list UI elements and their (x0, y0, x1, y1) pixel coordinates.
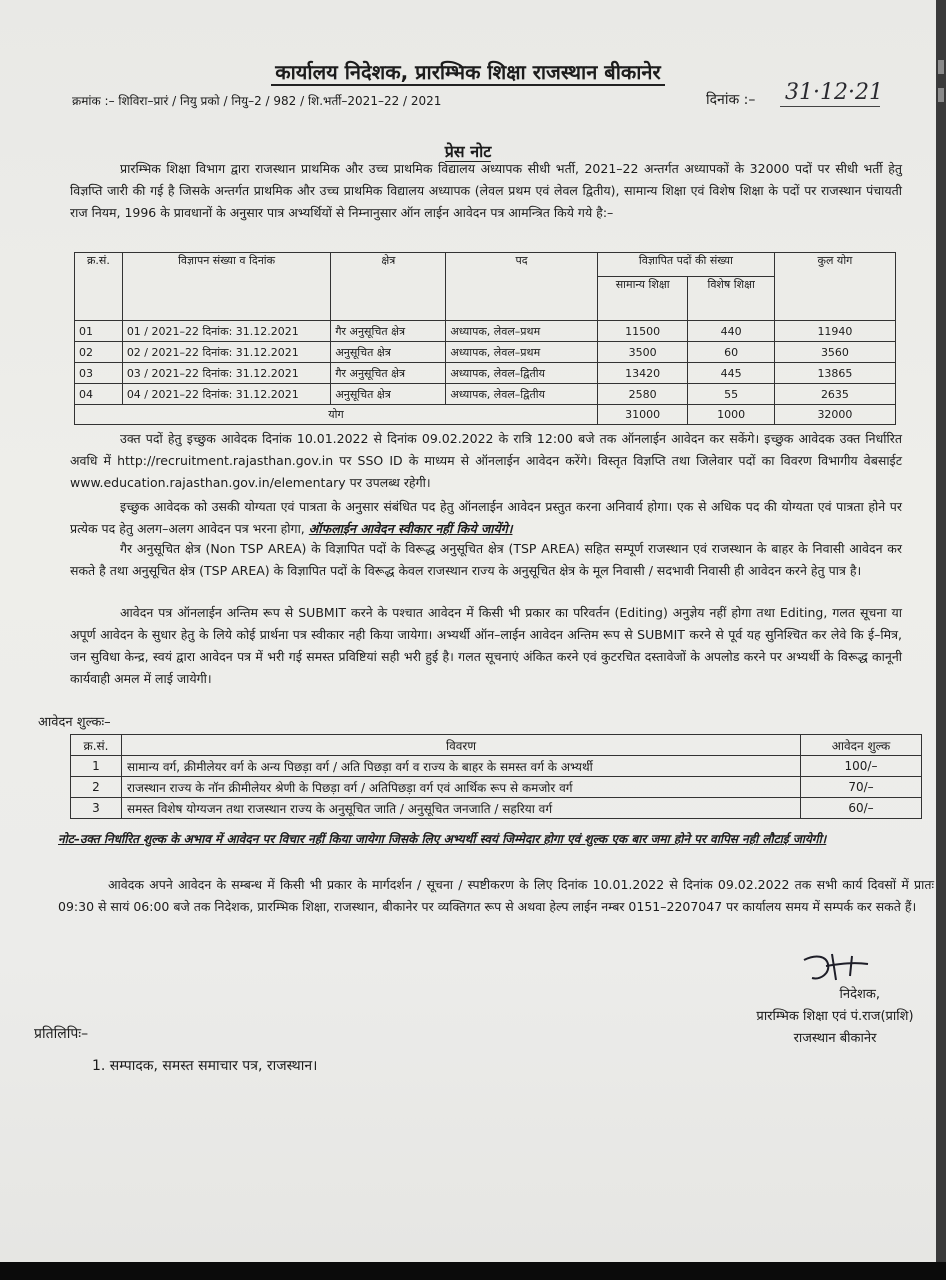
cell-sno: 04 (75, 384, 123, 405)
copy-label: प्रतिलिपिः– (34, 1026, 89, 1042)
eligibility-text: इच्छुक आवेदक को उसकी योग्यता एवं पात्रता के अनुसार संबंधित पद हेतु ऑनलाईन आवेदन प्रस्तुत करना अनिवार्य होगा। एक से अधिक पद की योग्यता एवं पात्रता होने पर प्रत्येक पद हेतु अलग–अलग आवेदन पत्र भरना होगा, (70, 499, 902, 536)
cell-area: अनुसूचित क्षेत्र (331, 342, 446, 363)
signature-designation: निदेशक, (839, 987, 880, 1002)
fee-amount: 100/– (801, 756, 922, 777)
cell-sno: 01 (75, 321, 123, 342)
photo-edge (936, 0, 946, 1262)
fee-heading: आवेदन शुल्कः– (38, 715, 111, 730)
dates-paragraph: उक्त पदों हेतु इच्छुक आवेदक दिनांक 10.01.2022 से दिनांक 09.02.2022 के रात्रि 12:00 बजे तक ऑनलाईन आवेदन कर सकेंगे। इच्छुक आवेदक उक्त निर्धारित अवधि में http://recruitment.rajasthan.gov.in पर SSO ID के माध्यम से ऑनलाईन आवेदन करेंगे। विस्तृत विज्ञप्ति तथा जिलेवार पदों का विवरण विभागीय वेबसाईट www.education.rajasthan.gov.in/elementary पर उपलब्ध रहेगी। (70, 431, 902, 490)
sum-total: 32000 (774, 405, 895, 425)
cell-ad: 04 / 2021–22 दिनांक: 31.12.2021 (122, 384, 331, 405)
cell-post: अध्यापक, लेवल–प्रथम (446, 321, 598, 342)
cell-ad: 03 / 2021–22 दिनांक: 31.12.2021 (122, 363, 331, 384)
th-ad: विज्ञापन संख्या व दिनांक (122, 253, 331, 321)
submit-paragraph: आवेदन पत्र ऑनलाईन अन्तिम रूप से SUBMIT करने के पश्चात आवेदन में किसी भी प्रकार का परिवर्तन (Editing) अनुज्ञेय नहीं होगा तथा Editing, गलत सूचना या अपूर्ण आवेदन के सुधार हेतु के लिये कोई प्रार्थना पत्र स्वीकार नही किया जायेगा। अभ्यर्थी ऑन–लाईन आवेदन अन्तिम रूप से SUBMIT करने से पूर्व यह सुनिश्चित कर लेवे कि ई–मित्र, जन सुविधा केन्द्र, स्वयं द्वारा आवेदन पत्र में भरी गई समस्त प्रविष्टियां सही भरी हुई है। गलत सूचनाएं अंकित करने एवं कुटरचित दस्तावेजों के अपलोड करने पर अभ्यर्थी के विरूद्ध कानूनी कार्यवाही अमल में लाई जायेगी। (70, 605, 902, 686)
th-sno: क्र.सं. (75, 253, 123, 321)
th-fee-amount: आवेदन शुल्क (801, 735, 922, 756)
th-fee-desc: विवरण (122, 735, 801, 756)
table-row (71, 798, 922, 819)
cell-total: 13865 (774, 363, 895, 384)
table-row (75, 363, 896, 384)
sum-label: योग (75, 405, 598, 425)
sum-row (75, 405, 896, 425)
cell-area: गैर अनुसूचित क्षेत्र (331, 363, 446, 384)
fee-desc: राजस्थान राज्य के नॉन क्रीमीलेयर श्रेणी के पिछड़ा वर्ग / अतिपिछड़ा वर्ग एवं आर्थिक रूप से कमजोर वर्ग (122, 777, 801, 798)
th-post: पद (446, 253, 598, 321)
tsp-paragraph: गैर अनुसूचित क्षेत्र (Non TSP AREA) के विज्ञापित पदों के विरूद्ध अनुसूचित क्षेत्र (TSP AREA) सहित सम्पूर्ण राजस्थान एवं राजस्थान के बाहर के निवासी आवेदन कर सकते है तथा अनुसूचित क्षेत्र (TSP AREA) के विज्ञापित पदों के विरूद्ध केवल राजस्थान राज्य के अनुसूचित क्षेत्र के मूल निवासी / सदभावी निवासी ही आवेदन करने हेतु पात्र है। (70, 541, 902, 578)
reference-number: क्रमांक :– शिविरा–प्रारं / नियु प्रको / नियु–2 / 982 / शि.भर्ती–2021–22 / 2021 (72, 94, 442, 108)
signature-mark (800, 950, 876, 986)
cell-post: अध्यापक, लेवल–द्वितीय (446, 363, 598, 384)
cell-special: 60 (688, 342, 774, 363)
th-total: कुल योग (774, 253, 895, 321)
cell-special: 55 (688, 384, 774, 405)
eligibility-paragraph (70, 496, 902, 540)
handwritten-date: 31·12·21 (785, 80, 883, 105)
th-fee-sno: क्र.सं. (71, 735, 122, 756)
table-row (71, 777, 922, 798)
fee-desc: सामान्य वर्ग, क्रीमीलेयर वर्ग के अन्य पिछड़ा वर्ग / अति पिछड़ा वर्ग व राज्य के बाहर के समस्त वर्ग के अभ्यर्थी (122, 756, 801, 777)
cell-total: 2635 (774, 384, 895, 405)
posts-table (74, 252, 896, 425)
copy-item: 1. सम्पादक, समस्त समाचार पत्र, राजस्थान। (92, 1058, 318, 1074)
cell-area: गैर अनुसूचित क्षेत्र (331, 321, 446, 342)
press-note-title: प्रेस नोट (444, 142, 492, 161)
fee-sno: 3 (71, 798, 122, 819)
office-title: कार्यालय निदेशक, प्रारम्भिक शिक्षा राजस्थान बीकानेर (0, 58, 936, 85)
date-underline (780, 106, 880, 107)
cell-ad: 01 / 2021–22 दिनांक: 31.12.2021 (122, 321, 331, 342)
table-row (75, 321, 896, 342)
cell-general: 13420 (597, 363, 688, 384)
cell-general: 2580 (597, 384, 688, 405)
cell-general: 11500 (597, 321, 688, 342)
fee-note: नोट–उक्त निर्धारित शुल्क के अभाव में आवेदन पर विचार नहीं किया जायेगा जिसके लिए अभ्यर्थी स्वयं जिम्मेदार होगा एवं शुल्क एक बार जमा होने पर वापिस नही लौटाई जायेगी। (58, 832, 827, 846)
sum-general: 31000 (597, 405, 688, 425)
fee-sno: 1 (71, 756, 122, 777)
cell-special: 440 (688, 321, 774, 342)
cell-total: 11940 (774, 321, 895, 342)
fee-amount: 70/– (801, 777, 922, 798)
th-area: क्षेत्र (331, 253, 446, 321)
intro-paragraph: प्रारम्भिक शिक्षा विभाग द्वारा राजस्थान प्राथमिक और उच्च प्राथमिक विद्यालय अध्यापक सीधी भर्ती, 2021–22 अन्तर्गत अध्यापकों के 32000 पदों पर सीधी भर्ती हेतु विज्ञप्ति जारी की गई है जिसके अन्तर्गत प्राथमिक और उच्च प्राथमिक विद्यालय अध्यापक (लेवल प्रथम एवं लेवल द्वितीय), सामान्य शिक्षा एवं विशेष शिक्षा के पदों पर राजस्थान पंचायती राज नियम, 1996 के प्रावधानों के अनुसार पात्र अभ्यर्थियों से निम्नानुसार ऑन लाईन आवेदन पत्र आमन्त्रित किये गये है:– (70, 161, 903, 220)
cell-total: 3560 (774, 342, 895, 363)
contact-paragraph: आवेदक अपने आवेदन के सम्बन्ध में किसी भी प्रकार के मार्गदर्शन / सूचना / स्पष्टीकरण के लिए दिनांक 10.01.2022 से दिनांक 09.02.2022 तक सभी कार्य दिवसों में प्रातः 09:30 से सायं 06:00 बजे तक निदेशक, प्रारम्भिक शिक्षा, राजस्थान, बीकानेर पर व्यक्तिगत रूप से अथवा हेल्प लाईन नम्बर 0151–2207047 पर कार्यालय समय में सम्पर्क कर सकते हैं। (58, 877, 934, 914)
fee-amount: 60/– (801, 798, 922, 819)
fee-sno: 2 (71, 777, 122, 798)
cell-post: अध्यापक, लेवल–प्रथम (446, 342, 598, 363)
cell-ad: 02 / 2021–22 दिनांक: 31.12.2021 (122, 342, 331, 363)
fee-desc: समस्त विशेष योग्यजन तथा राजस्थान राज्य के अनुसूचित जाति / अनुसूचित जनजाति / सहरिया वर्ग (122, 798, 801, 819)
th-advertised: विज्ञापित पदों की संख्या (597, 253, 774, 277)
sum-special: 1000 (688, 405, 774, 425)
cell-special: 445 (688, 363, 774, 384)
th-general: सामान्य शिक्षा (597, 277, 688, 321)
cell-post: अध्यापक, लेवल–द्वितीय (446, 384, 598, 405)
table-row (75, 342, 896, 363)
table-row (75, 384, 896, 405)
table-row (71, 756, 922, 777)
fee-table (70, 734, 922, 819)
offline-warning: ऑफलाईन आवेदन स्वीकार नहीं किये जायेंगे। (308, 521, 513, 536)
cell-sno: 02 (75, 342, 123, 363)
cell-sno: 03 (75, 363, 123, 384)
cell-area: अनुसूचित क्षेत्र (331, 384, 446, 405)
th-special: विशेष शिक्षा (688, 277, 774, 321)
signature-block (730, 984, 936, 1050)
signature-location: राजस्थान बीकानेर (793, 1031, 877, 1046)
signature-department: प्रारम्भिक शिक्षा एवं पं.राज(प्राशि) (756, 1009, 914, 1024)
date-label: दिनांक :– (706, 92, 756, 108)
cell-general: 3500 (597, 342, 688, 363)
